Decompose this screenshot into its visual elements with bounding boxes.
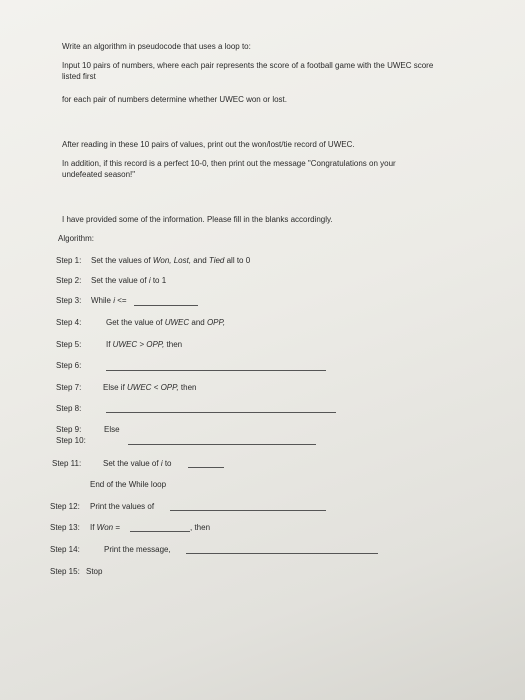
step-2-pre: Set the value of	[91, 276, 149, 285]
step-11-pre: Set the value of	[103, 459, 161, 468]
step-4-var2: OPP,	[206, 318, 226, 327]
step-8-blank[interactable]	[106, 412, 336, 413]
step-2-var: i	[148, 276, 151, 285]
step-4-label: Step 4:	[56, 318, 82, 327]
step-12-label: Step 12:	[50, 502, 80, 511]
step-11-blank[interactable]	[188, 467, 224, 468]
step-15-text: Stop	[86, 567, 103, 576]
step-2-label: Step 2:	[56, 276, 82, 285]
step-7-pre: Else if	[103, 383, 128, 392]
intro-line-6: I have provided some of the information. Please fill in the blanks accordingly.	[62, 215, 333, 224]
intro-line-2a: Input 10 pairs of numbers, where each pair represents the score of a football game with the UWEC score	[62, 61, 434, 70]
step-7-cond: UWEC < OPP,	[127, 383, 179, 392]
step-5-cond: UWEC > OPP,	[112, 340, 165, 349]
step-13-text	[90, 523, 120, 533]
step-12-text: Print the values of	[90, 502, 155, 511]
step-4-pre: Get the value of	[106, 318, 165, 327]
intro-line-2b: listed first	[62, 72, 96, 81]
step-5-pre: If	[106, 340, 113, 349]
step-11-label: Step 11:	[52, 459, 82, 468]
step-11-var: i	[160, 459, 163, 468]
step-3-var: i	[113, 296, 116, 305]
step-10-blank[interactable]	[128, 444, 316, 445]
step-6-label: Step 6:	[56, 361, 82, 370]
step-1-label: Step 1:	[56, 256, 82, 265]
step-1-var2: Tied	[208, 256, 225, 265]
step-13-var: Won	[96, 523, 114, 532]
end-of-loop: End of the While loop	[90, 480, 167, 489]
step-4-mid: and	[189, 318, 207, 327]
intro-line-5a: In addition, if this record is a perfect 10-0, then print out the message "Congratulations on your	[62, 159, 396, 168]
intro-line-5b: undefeated season!"	[62, 170, 136, 179]
algorithm-label: Algorithm:	[58, 234, 95, 243]
step-8-label: Step 8:	[56, 404, 82, 413]
step-3-text	[91, 296, 127, 306]
step-14-label: Step 14:	[50, 545, 80, 554]
step-13-blank[interactable]	[130, 531, 190, 532]
step-9-text: Else	[104, 425, 120, 434]
step-13-post: =	[113, 523, 121, 532]
step-13-then: , then	[190, 523, 211, 532]
intro-line-4: After reading in these 10 pairs of values, print out the won/lost/tie record of UWEC.	[62, 140, 355, 149]
step-15-label: Step 15:	[50, 567, 80, 576]
intro-line-1: Write an algorithm in pseudocode that uses a loop to:	[62, 42, 251, 51]
step-14-blank[interactable]	[186, 553, 378, 554]
step-9-label: Step 9:	[56, 425, 82, 434]
step-13-label: Step 13:	[50, 523, 80, 532]
step-11-text	[103, 459, 172, 469]
step-7-post: then	[178, 383, 197, 392]
step-3-pre: While	[91, 296, 114, 305]
step-1-pre: Set the values of	[91, 256, 153, 265]
step-5-post: then	[164, 340, 183, 349]
step-5-label: Step 5:	[56, 340, 82, 349]
step-6-blank[interactable]	[106, 370, 326, 371]
step-4-text	[106, 318, 225, 328]
step-4-var1: UWEC	[164, 318, 190, 327]
intro-line-3: for each pair of numbers determine whether UWEC won or lost.	[62, 95, 287, 104]
step-13-pre: If	[90, 523, 97, 532]
step-12-blank[interactable]	[170, 510, 326, 511]
step-5-text	[106, 340, 182, 350]
step-1-post: all to 0	[224, 256, 251, 265]
step-3-blank[interactable]	[134, 305, 198, 306]
step-7-label: Step 7:	[56, 383, 82, 392]
step-3-label: Step 3:	[56, 296, 82, 305]
step-1-vars: Won, Lost,	[152, 256, 192, 265]
step-3-post: <=	[115, 296, 127, 305]
step-11-post: to	[162, 459, 172, 468]
step-10-label: Step 10:	[56, 436, 86, 445]
step-14-text: Print the message,	[104, 545, 171, 554]
step-2-post: to 1	[150, 276, 167, 285]
step-1-text	[91, 256, 250, 266]
step-1-mid: and	[191, 256, 209, 265]
step-2-text	[91, 276, 166, 286]
step-7-text	[103, 383, 196, 393]
